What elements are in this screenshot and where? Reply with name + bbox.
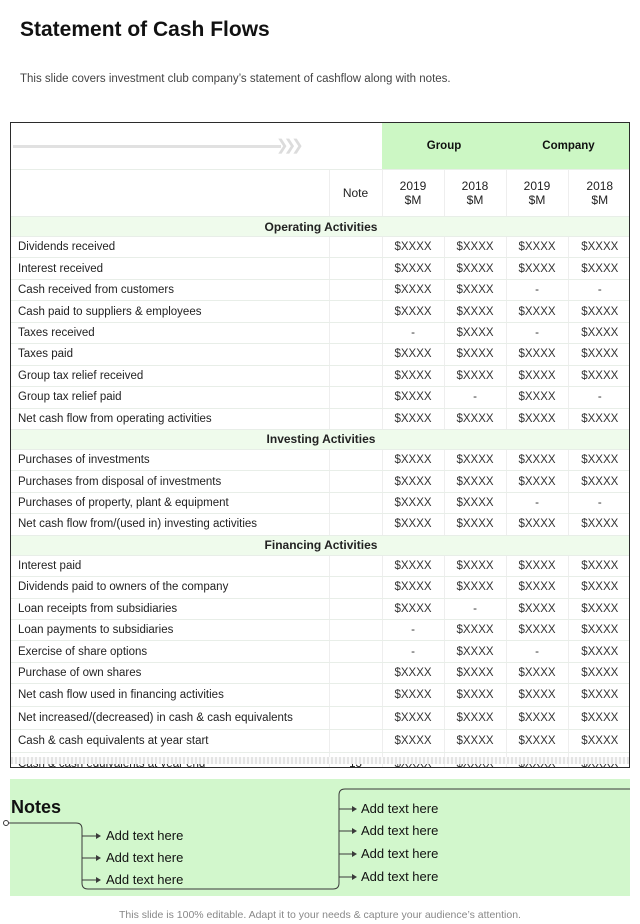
note-right-4: Add text here — [361, 869, 439, 884]
notes-connector-lines — [0, 770, 640, 900]
row-note — [329, 577, 382, 598]
row-note — [329, 555, 382, 576]
table-row — [11, 662, 630, 683]
section-title: Operating Activities — [11, 217, 630, 237]
row-note — [329, 258, 382, 279]
row-value: $XXXX — [444, 322, 506, 343]
table-row — [11, 365, 630, 386]
row-label: Purchase of own shares — [11, 662, 329, 683]
row-value: $XXXX — [568, 258, 630, 279]
row-value: $XXXX — [382, 408, 444, 429]
note-right-1: Add text here — [361, 801, 439, 816]
footer-note: This slide is 100% editable. Adapt it to your needs & capture your audience’s attention. — [119, 909, 521, 921]
row-value: $XXXX — [506, 258, 568, 279]
row-value: $XXXX — [444, 344, 506, 365]
note-column-header: Note — [329, 170, 382, 217]
row-value: $XXXX — [506, 620, 568, 641]
cash-flow-table — [11, 123, 630, 768]
table-row — [11, 620, 630, 641]
group-column-header: Group — [382, 123, 506, 170]
table-row — [11, 301, 630, 322]
table-row — [11, 322, 630, 343]
section-title: Financing Activities — [11, 535, 630, 555]
row-label: Interest received — [11, 258, 329, 279]
row-value: $XXXX — [444, 237, 506, 258]
row-value: $XXXX — [382, 492, 444, 513]
row-value: $XXXX — [506, 730, 568, 753]
table-row — [11, 684, 630, 707]
row-note — [329, 707, 382, 730]
row-value: $XXXX — [382, 555, 444, 576]
row-value: $XXXX — [506, 598, 568, 619]
row-value: $XXXX — [382, 577, 444, 598]
table-row — [11, 344, 630, 365]
row-value: $XXXX — [568, 301, 630, 322]
table-row — [11, 449, 630, 470]
table-row — [11, 237, 630, 258]
row-note — [329, 598, 382, 619]
row-value: $XXXX — [568, 730, 630, 753]
row-value: $XXXX — [444, 577, 506, 598]
row-value: - — [382, 641, 444, 662]
row-value: - — [506, 492, 568, 513]
row-label: Net cash flow from/(used in) investing activities — [11, 514, 329, 535]
row-note — [329, 514, 382, 535]
connector-start-dot — [4, 821, 9, 826]
row-label: Dividends paid to owners of the company — [11, 577, 329, 598]
header-row-years — [11, 170, 630, 217]
table-row — [11, 577, 630, 598]
row-value: $XXXX — [382, 449, 444, 470]
row-value: - — [568, 492, 630, 513]
row-value: $XXXX — [568, 620, 630, 641]
row-note — [329, 730, 382, 753]
table-row — [11, 258, 630, 279]
page-subtitle: This slide covers investment club company’s statement of cashflow along with notes. — [20, 73, 451, 85]
row-value: - — [506, 641, 568, 662]
note-left-3: Add text here — [106, 872, 184, 887]
row-value: $XXXX — [568, 641, 630, 662]
row-value: $XXXX — [382, 514, 444, 535]
table-bottom-strip — [11, 757, 629, 764]
row-value: $XXXX — [382, 707, 444, 730]
row-value: $XXXX — [506, 301, 568, 322]
row-value: - — [382, 322, 444, 343]
row-value: $XXXX — [444, 641, 506, 662]
table-row — [11, 279, 630, 300]
header-decoration — [11, 123, 382, 170]
row-note — [329, 365, 382, 386]
section-header-row — [11, 217, 630, 237]
row-value: $XXXX — [568, 707, 630, 730]
row-note — [329, 662, 382, 683]
row-value: $XXXX — [444, 408, 506, 429]
row-value: $XXXX — [506, 555, 568, 576]
year-header-group-2019: 2019 $M — [382, 170, 444, 217]
table-row — [11, 707, 630, 730]
row-label: Purchases from disposal of investments — [11, 471, 329, 492]
row-value: $XXXX — [506, 365, 568, 386]
note-left-2: Add text here — [106, 850, 184, 865]
row-value: - — [382, 620, 444, 641]
row-value: $XXXX — [444, 471, 506, 492]
table-row — [11, 387, 630, 408]
row-value: $XXXX — [444, 301, 506, 322]
row-label: Purchases of property, plant & equipment — [11, 492, 329, 513]
row-note — [329, 301, 382, 322]
row-label: Cash & cash equivalents at year start — [11, 730, 329, 753]
row-value: $XXXX — [444, 492, 506, 513]
row-value: $XXXX — [444, 514, 506, 535]
row-value: $XXXX — [444, 620, 506, 641]
row-value: $XXXX — [444, 707, 506, 730]
row-note — [329, 279, 382, 300]
row-label: Purchases of investments — [11, 449, 329, 470]
row-value: $XXXX — [568, 365, 630, 386]
row-label: Group tax relief paid — [11, 387, 329, 408]
row-label: Cash paid to suppliers & employees — [11, 301, 329, 322]
row-value: $XXXX — [382, 387, 444, 408]
row-value: $XXXX — [444, 279, 506, 300]
row-value: $XXXX — [444, 555, 506, 576]
row-label: Net cash flow used in financing activities — [11, 684, 329, 707]
row-label: Exercise of share options — [11, 641, 329, 662]
row-label: Group tax relief received — [11, 365, 329, 386]
row-label: Taxes received — [11, 322, 329, 343]
row-value: $XXXX — [444, 730, 506, 753]
row-note — [329, 322, 382, 343]
row-value: $XXXX — [382, 684, 444, 707]
note-right-2: Add text here — [361, 823, 439, 838]
row-value: $XXXX — [382, 598, 444, 619]
row-value: $XXXX — [444, 258, 506, 279]
table-row — [11, 492, 630, 513]
row-value: $XXXX — [444, 684, 506, 707]
row-value: $XXXX — [568, 555, 630, 576]
row-value: $XXXX — [568, 237, 630, 258]
chevrons-icon: ❯❯❯ — [276, 137, 299, 154]
row-value: $XXXX — [568, 344, 630, 365]
header-description-blank — [11, 170, 329, 217]
row-value: $XXXX — [382, 301, 444, 322]
table-row — [11, 730, 630, 753]
row-note — [329, 237, 382, 258]
row-value: - — [568, 387, 630, 408]
row-value: $XXXX — [568, 322, 630, 343]
row-value: $XXXX — [568, 449, 630, 470]
row-value: $XXXX — [444, 449, 506, 470]
row-note — [329, 449, 382, 470]
row-note — [329, 408, 382, 429]
row-value: $XXXX — [382, 344, 444, 365]
notes-title: Notes — [11, 797, 62, 817]
table-row — [11, 641, 630, 662]
row-value: $XXXX — [506, 707, 568, 730]
row-note — [329, 471, 382, 492]
year-header-company-2019: 2019 $M — [506, 170, 568, 217]
row-value: - — [568, 279, 630, 300]
year-header-group-2018: 2018 $M — [444, 170, 506, 217]
row-value: $XXXX — [382, 365, 444, 386]
row-value: $XXXX — [444, 662, 506, 683]
main-connector-path — [8, 789, 630, 889]
section-header-row — [11, 535, 630, 555]
row-value: $XXXX — [506, 387, 568, 408]
table-row — [11, 514, 630, 535]
row-label: Taxes paid — [11, 344, 329, 365]
table-row — [11, 555, 630, 576]
row-note — [329, 641, 382, 662]
row-value: - — [506, 322, 568, 343]
cash-flow-table-frame — [10, 122, 630, 768]
arrow-line-decoration — [13, 145, 281, 148]
row-note — [329, 620, 382, 641]
row-value: $XXXX — [382, 730, 444, 753]
row-value: $XXXX — [506, 514, 568, 535]
row-label: Interest paid — [11, 555, 329, 576]
company-column-header: Company — [506, 123, 630, 170]
row-value: $XXXX — [506, 449, 568, 470]
row-label: Net cash flow from operating activities — [11, 408, 329, 429]
row-value: $XXXX — [568, 662, 630, 683]
row-note — [329, 492, 382, 513]
row-value: $XXXX — [568, 514, 630, 535]
section-header-row — [11, 429, 630, 449]
page-title: Statement of Cash Flows — [20, 18, 270, 41]
section-title: Investing Activities — [11, 429, 630, 449]
table-row — [11, 598, 630, 619]
table-row — [11, 408, 630, 429]
table-row — [11, 471, 630, 492]
row-value: $XXXX — [506, 684, 568, 707]
row-value: $XXXX — [382, 237, 444, 258]
row-label: Loan payments to subsidiaries — [11, 620, 329, 641]
row-value: $XXXX — [506, 237, 568, 258]
row-value: $XXXX — [444, 365, 506, 386]
row-value: $XXXX — [506, 471, 568, 492]
row-value: - — [444, 598, 506, 619]
row-label: Net increased/(decreased) in cash & cash equivalents — [11, 707, 329, 730]
row-value: - — [506, 279, 568, 300]
row-note — [329, 684, 382, 707]
row-value: $XXXX — [382, 662, 444, 683]
row-value: $XXXX — [568, 471, 630, 492]
row-note — [329, 387, 382, 408]
row-value: $XXXX — [382, 258, 444, 279]
row-label: Cash received from customers — [11, 279, 329, 300]
row-value: $XXXX — [568, 598, 630, 619]
row-value: $XXXX — [506, 577, 568, 598]
row-value: $XXXX — [506, 408, 568, 429]
row-label: Loan receipts from subsidiaries — [11, 598, 329, 619]
row-value: $XXXX — [506, 662, 568, 683]
row-note — [329, 344, 382, 365]
note-right-3: Add text here — [361, 846, 439, 861]
row-value: $XXXX — [568, 684, 630, 707]
row-value: $XXXX — [382, 471, 444, 492]
year-header-company-2018: 2018 $M — [568, 170, 630, 217]
row-value: $XXXX — [506, 344, 568, 365]
note-left-1: Add text here — [106, 828, 184, 843]
row-value: - — [444, 387, 506, 408]
row-label: Dividends received — [11, 237, 329, 258]
row-value: $XXXX — [568, 577, 630, 598]
row-value: $XXXX — [382, 279, 444, 300]
row-value: $XXXX — [568, 408, 630, 429]
header-row-groups — [11, 123, 630, 170]
